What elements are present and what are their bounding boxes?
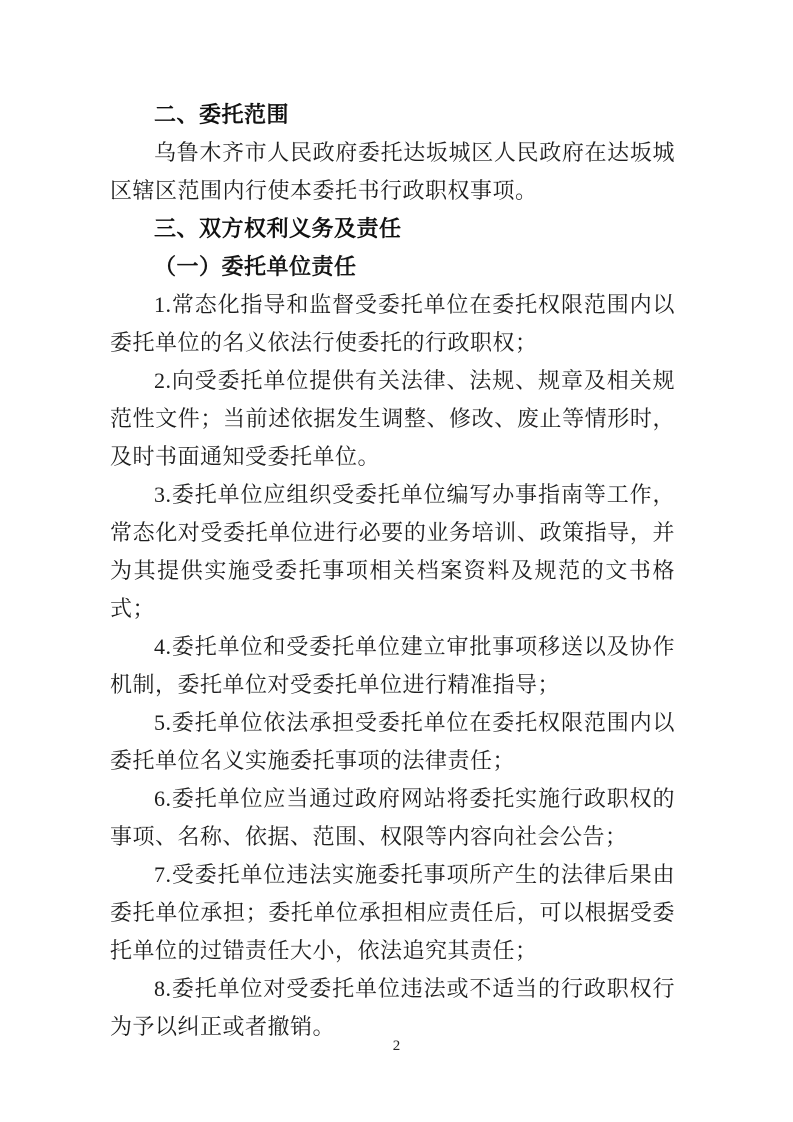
paragraph-item-1: 1.常态化指导和监督受委托单位在委托权限范围内以委托单位的名义依法行使委托的行政职权； <box>110 292 675 355</box>
paragraph-item-6: 6.委托单位应当通过政府网站将委托实施行政职权的事项、名称、依据、范围、权限等内容向社会公告； <box>110 786 675 849</box>
paragraph-item-4: 4.委托单位和受委托单位建立审批事项移送以及协作机制，委托单位对受委托单位进行精准指导； <box>110 634 675 697</box>
paragraph-item-5: 5.委托单位依法承担受委托单位在委托权限范围内以委托单位名义实施委托事项的法律责任； <box>110 710 675 773</box>
document-body <box>110 96 675 1046</box>
paragraph-item-7: 7.受委托单位违法实施委托事项所产生的法律后果由委托单位承担；委托单位承担相应责任后，可以根据受委托单位的过错责任大小，依法追究其责任； <box>110 862 675 963</box>
page-number: 2 <box>392 1038 401 1054</box>
page-footer <box>0 1036 793 1056</box>
paragraph-scope: 乌鲁木齐市人民政府委托达坂城区人民政府在达坂城区辖区范围内行使本委托书行政职权事项。 <box>110 140 675 203</box>
section-heading-scope: 二、委托范围 <box>154 102 290 127</box>
section-heading-rights-duties: 三、双方权利义务及责任 <box>154 216 402 241</box>
paragraph-item-2: 2.向受委托单位提供有关法律、法规、规章及相关规范性文件；当前述依据发生调整、修改、废止等情形时，及时书面通知受委托单位。 <box>110 368 675 469</box>
paragraph-item-8: 8.委托单位对受委托单位违法或不适当的行政职权行为予以纠正或者撤销。 <box>110 976 675 1039</box>
paragraph-item-3: 3.委托单位应组织受委托单位编写办事指南等工作，常态化对受委托单位进行必要的业务培训、政策指导，并为其提供实施受委托事项相关档案资料及规范的文书格式； <box>110 482 675 621</box>
subsection-heading-entruster: （一）委托单位责任 <box>154 254 357 279</box>
